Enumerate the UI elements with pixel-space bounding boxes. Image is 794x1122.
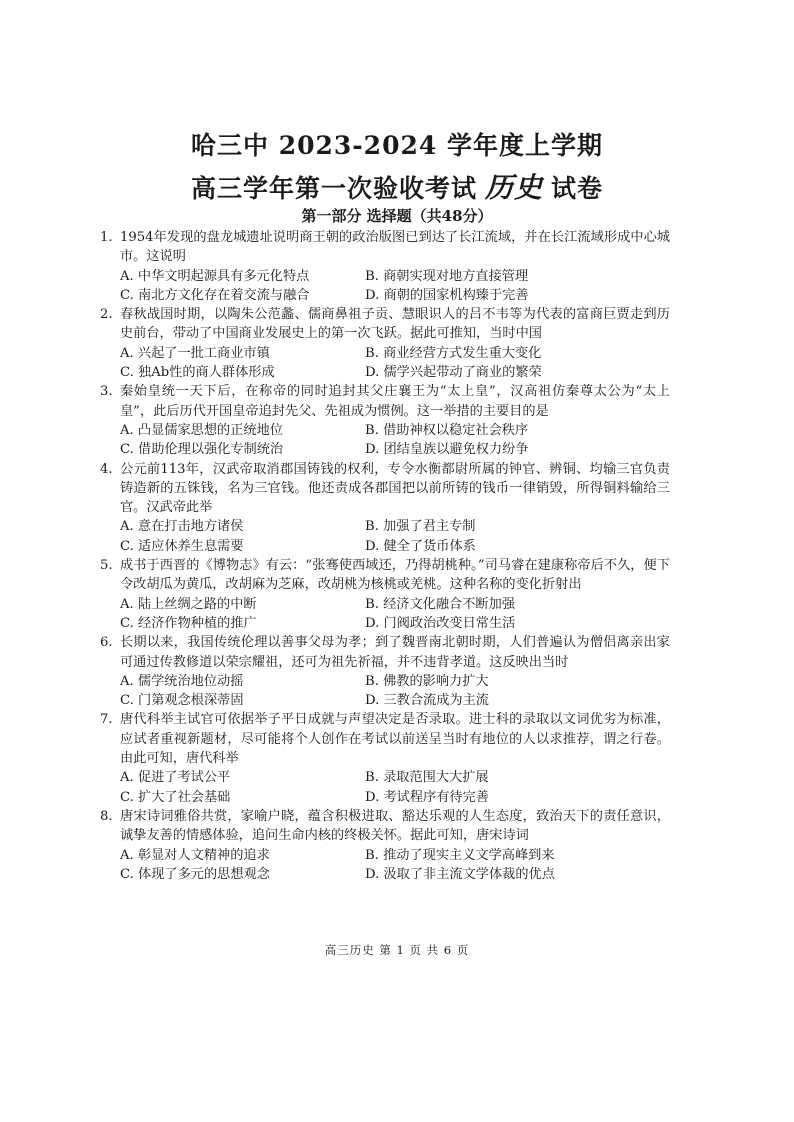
option-grid: [120, 517, 670, 556]
option-b: B. 借助神权以稳定社会秩序: [365, 422, 529, 438]
question-number: 2.: [100, 307, 113, 323]
option-c: C. 独Ab性的商人群体形成: [120, 365, 275, 381]
option-a: A. 中华文明起源具有多元化特点: [120, 268, 310, 284]
question-3: [100, 382, 670, 459]
option-d: D. 门阀政治改变日常生活: [365, 615, 516, 631]
question-stem: 公元前113年，汉武帝取消郡国铸钱的权利，专令水衡都尉所属的钟官、辨铜、均输三官负责铸造新的五铢钱，名为三官钱。他还责成各郡国把以前所铸的钱币一律销毁，所得铜料输给三官。汉武帝此举: [120, 461, 670, 516]
question-1: [100, 228, 670, 305]
option-a: A. 凸显儒家思想的正统地位: [120, 422, 283, 438]
question-stem: 秦始皇统一天下后，在称帝的同时追封其父庄襄王为“太上皇”，汉高祖仿秦尊太公为“太上皇”，此后历代开国皇帝追封先父、先祖成为惯例。这一举措的主要目的是: [120, 384, 670, 419]
section-heading: 第一部分 选择题（共48分）: [301, 207, 493, 225]
option-c: C. 经济作物种植的推广: [120, 615, 257, 631]
exam-title-prefix: 高三学年第一次验收考试: [190, 174, 477, 203]
option-a: A. 陆上丝绸之路的中断: [120, 596, 257, 612]
option-grid: [120, 267, 670, 306]
option-d: D. 团结皇族以避免权力纷争: [365, 442, 529, 458]
option-b: B. 商业经营方式发生重大变化: [365, 345, 542, 361]
question-stem: 1954年发现的盘龙城遗址说明商王朝的政治版图已到达了长江流域，并在长江流域形成中心城市。这说明: [120, 230, 670, 265]
option-d: D. 考试程序有待完善: [365, 789, 489, 805]
question-5: [100, 556, 670, 633]
option-c: C. 借助伦理以强化专制统治: [120, 442, 284, 458]
question-8: [100, 807, 670, 884]
option-grid: [120, 421, 670, 460]
option-a: A. 促进了考试公平: [120, 770, 231, 786]
option-a: A. 意在打击地方诸侯: [120, 519, 244, 535]
option-a: A. 兴起了一批工商业市镇: [120, 345, 270, 361]
option-c: C. 适应休养生息需要: [120, 538, 244, 554]
option-c: C. 门第观念根深蒂固: [120, 693, 244, 709]
option-a: A. 儒学统治地位动摇: [120, 673, 244, 689]
option-d: D. 汲取了非主流文学体裁的优点: [365, 866, 555, 882]
question-number: 5.: [100, 558, 113, 574]
option-b: B. 商朝实现对地方直接管理: [365, 268, 529, 284]
question-stem: 长期以来，我国传统伦理以善事父母为孝；到了魏晋南北朝时期，人们普遍认为僧侣离亲出家可通过传教修道以荣宗耀祖，还可为祖先祈福，并不违背孝道。这反映出当时: [120, 635, 670, 670]
option-a: A. 彰显对人文精神的追求: [120, 847, 270, 863]
option-grid: [120, 672, 670, 711]
exam-title-line1: 哈三中 2023-2024 学年度上学期: [191, 131, 603, 160]
exam-subject: 历史: [484, 171, 543, 204]
question-stem: 唐代科举主试官可依据举子平日成就与声望决定是否录取。进士科的录取以文词优劣为标准，应试者重视新题材，尽可能将个人创作在考试以前送呈当时有地位的人以求推荐，谓之行卷。由此可知，唐代科举: [120, 712, 670, 767]
question-number: 3.: [100, 384, 113, 400]
option-c: C. 扩大了社会基础: [120, 789, 231, 805]
option-b: B. 加强了君主专制: [365, 519, 476, 535]
question-7: [100, 710, 670, 806]
question-list: [100, 228, 670, 884]
exam-title-suffix: 试卷: [551, 174, 604, 203]
option-c: C. 南北方文化存在着交流与融合: [120, 287, 310, 303]
exam-title-line2: [0, 166, 794, 206]
question-number: 7.: [100, 712, 113, 728]
question-stem: 唐宋诗词雅俗共赏，家喻户晓，蕴含积极进取、豁达乐观的人生态度，致治天下的责任意识，诚挚友善的情感体验，追问生命内核的终极关怀。据此可知，唐宋诗词: [120, 808, 670, 844]
option-grid: [120, 344, 670, 383]
option-b: B. 推动了现实主义文学高峰到来: [365, 847, 555, 863]
option-b: B. 佛教的影响力扩大: [365, 673, 489, 689]
option-d: D. 商朝的国家机构臻于完善: [365, 287, 529, 303]
option-b: B. 经济文化融合不断加强: [365, 596, 515, 612]
option-d: D. 三教合流成为主流: [365, 693, 489, 709]
question-6: [100, 633, 670, 710]
option-d: D. 健全了货币体系: [365, 538, 476, 554]
option-c: C. 体现了多元的思想观念: [120, 866, 270, 882]
question-stem: 成书于西晋的《博物志》有云：“张骞使西域还，乃得胡桃种。”司马睿在建康称帝后不久，便下令改胡瓜为黄瓜，改胡麻为芝麻，改胡桃为核桃或羌桃。这种名称的变化折射出: [120, 558, 670, 593]
question-number: 4.: [100, 461, 113, 477]
question-number: 8.: [100, 808, 113, 824]
question-2: [100, 305, 670, 382]
option-b: B. 录取范围大大扩展: [365, 770, 489, 786]
page-footer: 高三历史 第 1 页 共 6 页: [324, 943, 470, 957]
option-d: D. 儒学兴起带动了商业的繁荣: [365, 365, 542, 381]
option-grid: [120, 768, 670, 807]
question-number: 6.: [100, 635, 113, 651]
question-stem: 春秋战国时期，以陶朱公范蠡、儒商鼻祖子贡、慧眼识人的吕不韦等为代表的富商巨贾走到历史前台，带动了中国商业发展史上的第一次飞跃。据此可推知，当时中国: [120, 307, 670, 342]
option-grid: [120, 595, 670, 634]
question-4: [100, 460, 670, 556]
question-number: 1.: [100, 230, 113, 245]
option-grid: [120, 846, 670, 885]
